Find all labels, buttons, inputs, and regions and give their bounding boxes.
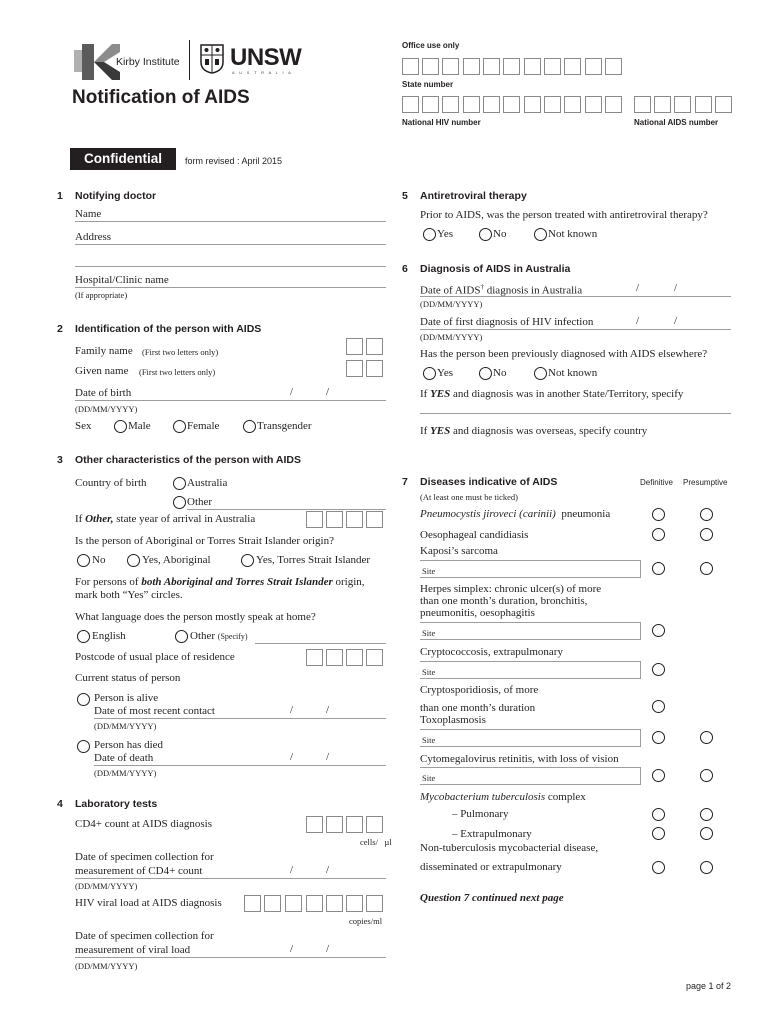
section-4-title: Laboratory tests xyxy=(75,798,158,810)
extrapulmonary-definitive-radio[interactable] xyxy=(652,827,665,840)
viral-load-digit-1[interactable] xyxy=(244,895,261,912)
toxoplasmosis-definitive-radio[interactable] xyxy=(652,731,665,744)
aids-date-label: Date of AIDS† diagnosis in Australia xyxy=(420,283,583,297)
herpes-definitive-radio[interactable] xyxy=(652,624,665,637)
section-6-title: Diagnosis of AIDS in Australia xyxy=(420,263,571,275)
cryptococcosis-site-label: Site xyxy=(422,667,436,677)
dob-format-hint: (DD/MM/YYYY) xyxy=(75,404,138,414)
sex-transgender-label: Transgender xyxy=(257,420,312,432)
cmv-site-label: Site xyxy=(422,773,436,783)
previous-not-known-label: Not known xyxy=(548,367,598,379)
at-least-one-note: (At least one must be ticked) xyxy=(420,492,518,502)
both-origins-note-2: mark both “Yes” circles. xyxy=(75,589,183,601)
postcode-digit-1[interactable] xyxy=(306,649,323,666)
postcode-digit-2[interactable] xyxy=(326,649,343,666)
aids-date-format-hint: (DD/MM/YYYY) xyxy=(420,299,483,309)
country-australia-radio[interactable] xyxy=(173,477,186,490)
name-label: Name xyxy=(75,208,102,220)
cmv-label: Cytomegalovirus retinitis, with loss of vision xyxy=(420,753,619,765)
arrival-year-label: If Other, state year of arrival in Australia xyxy=(75,513,256,525)
recent-contact-format-hint: (DD/MM/YYYY) xyxy=(94,721,157,731)
person-died-label: Person has died xyxy=(94,739,164,751)
art-no-label: No xyxy=(493,228,507,240)
language-other-field[interactable] xyxy=(255,643,386,644)
sex-transgender-radio[interactable] xyxy=(243,420,256,433)
toxoplasmosis-site-label: Site xyxy=(422,735,436,745)
section-2-title: Identification of the person with AIDS xyxy=(75,323,262,335)
hospital-label: Hospital/Clinic name xyxy=(75,274,169,286)
cd4-digit-3[interactable] xyxy=(346,816,363,833)
language-english-radio[interactable] xyxy=(77,630,90,643)
postcode-digit-4[interactable] xyxy=(366,649,383,666)
ntm-presumptive-radio[interactable] xyxy=(700,861,713,874)
kaposi-presumptive-radio[interactable] xyxy=(700,562,713,575)
cd4-digit-1[interactable] xyxy=(306,816,323,833)
unsw-crest-icon xyxy=(200,44,224,74)
section-3-number: 3 xyxy=(57,454,63,466)
herpes-site-label: Site xyxy=(422,628,436,638)
cd4-unit: cells/ µl xyxy=(360,837,392,847)
viral-specimen-field[interactable] xyxy=(75,957,386,958)
section-3-title: Other characteristics of the person with AIDS xyxy=(75,454,301,466)
name-field[interactable] xyxy=(75,221,386,222)
cmv-definitive-radio[interactable] xyxy=(652,769,665,782)
cd4-specimen-format-hint: (DD/MM/YYYY) xyxy=(75,881,138,891)
herpes-label-2: than one month’s duration, bronchitis, xyxy=(420,595,588,607)
section-1-number: 1 xyxy=(57,190,63,202)
cryptosporidiosis-label-1: Cryptosporidiosis, of more xyxy=(420,684,539,696)
cd4-specimen-label-1: Date of specimen collection for xyxy=(75,851,214,863)
cryptococcosis-label: Cryptococcosis, extrapulmonary xyxy=(420,646,563,658)
language-other-label: Other (Specify) xyxy=(190,630,248,642)
viral-load-digit-7[interactable] xyxy=(366,895,383,912)
viral-load-digit-3[interactable] xyxy=(285,895,302,912)
kaposi-label: Kaposi’s sarcoma xyxy=(420,545,498,557)
office-use-label: Office use only xyxy=(402,41,460,50)
cryptosporidiosis-definitive-radio[interactable] xyxy=(652,700,665,713)
previous-no-label: No xyxy=(493,367,507,379)
previous-no-radio[interactable] xyxy=(479,367,492,380)
herpes-label-1: Herpes simplex: chronic ulcer(s) of more xyxy=(420,583,602,595)
extrapulmonary-label: – Extrapulmonary xyxy=(452,828,532,840)
recent-contact-label: Date of most recent contact xyxy=(94,705,215,717)
address-field-1[interactable] xyxy=(75,244,386,245)
arrival-year-digit-2[interactable] xyxy=(326,511,343,528)
current-status-label: Current status of person xyxy=(75,672,181,684)
viral-load-digit-6[interactable] xyxy=(346,895,363,912)
viral-specimen-label-2: measurement of viral load xyxy=(75,944,191,956)
date-of-death-format-hint: (DD/MM/YYYY) xyxy=(94,768,157,778)
pneumocystis-definitive-radio[interactable] xyxy=(652,508,665,521)
art-not-known-radio[interactable] xyxy=(534,228,547,241)
page-title: Notification of AIDS xyxy=(72,87,250,108)
aboriginal-question: Is the person of Aboriginal or Torres Strait Islander origin? xyxy=(75,535,334,547)
dob-label: Date of birth xyxy=(75,387,132,399)
toxoplasmosis-label: Toxoplasmosis xyxy=(420,714,486,726)
torres-strait-yes-radio[interactable] xyxy=(241,554,254,567)
aids-date-slash-2: / xyxy=(674,282,678,294)
section-7-number: 7 xyxy=(402,476,408,488)
date-of-death-slash-2: / xyxy=(326,751,330,763)
viral-load-digit-5[interactable] xyxy=(326,895,343,912)
herpes-label-3: pneumonitis, oesophagitis xyxy=(420,607,535,619)
herpes-site-field[interactable] xyxy=(420,622,641,640)
country-of-birth-label: Country of birth xyxy=(75,477,147,489)
person-alive-radio[interactable] xyxy=(77,693,90,706)
postcode-label: Postcode of usual place of residence xyxy=(75,651,235,663)
given-name-letter-1[interactable] xyxy=(346,360,363,377)
toxoplasmosis-site-field[interactable] xyxy=(420,729,641,747)
pulmonary-presumptive-radio[interactable] xyxy=(700,808,713,821)
date-of-death-label: Date of death xyxy=(94,752,154,764)
date-of-death-field[interactable] xyxy=(94,765,386,766)
ntm-definitive-radio[interactable] xyxy=(652,861,665,874)
other-state-label: If YES and diagnosis was in another State/Territory, specify xyxy=(420,388,684,400)
previous-diagnosis-question: Has the person been previously diagnosed with AIDS elsewhere? xyxy=(420,348,708,360)
viral-specimen-format-hint: (DD/MM/YYYY) xyxy=(75,961,138,971)
previous-yes-label: Yes xyxy=(437,367,454,379)
cryptosporidiosis-label-2: than one month’s duration xyxy=(420,702,536,714)
postcode-digit-3[interactable] xyxy=(346,649,363,666)
pneumocystis-label: Pneumocystis jiroveci (carinii) pneumonia xyxy=(420,508,611,520)
kirby-logo xyxy=(72,42,182,82)
cd4-count-label: CD4+ count at AIDS diagnosis xyxy=(75,818,212,830)
first-hiv-date-slash-1: / xyxy=(636,315,640,327)
national-aids-boxes[interactable] xyxy=(634,96,734,115)
unsw-logo xyxy=(200,44,310,78)
viral-specimen-slash-1: / xyxy=(290,943,294,955)
both-origins-note: For persons of both Aboriginal and Torres Strait Islander origin, xyxy=(75,576,365,588)
family-name-hint: (First two letters only) xyxy=(142,347,219,357)
cryptococcosis-definitive-radio[interactable] xyxy=(652,663,665,676)
sex-male-radio[interactable] xyxy=(114,420,127,433)
cd4-specimen-label-2: measurement of CD4+ count xyxy=(75,865,203,877)
form-revised: form revised : April 2015 xyxy=(185,156,283,166)
cd4-specimen-field[interactable] xyxy=(75,878,386,879)
sex-label: Sex xyxy=(75,420,92,432)
aboriginal-yes-radio[interactable] xyxy=(127,554,140,567)
torres-strait-yes-label: Yes, Torres Strait Islander xyxy=(256,554,371,566)
aboriginal-yes-label: Yes, Aboriginal xyxy=(142,554,211,566)
previous-not-known-radio[interactable] xyxy=(534,367,547,380)
dob-slash-1: / xyxy=(290,386,294,398)
given-name-letter-2[interactable] xyxy=(366,360,383,377)
language-english-label: English xyxy=(92,630,126,642)
national-aids-label: National AIDS number xyxy=(634,118,719,127)
kirby-k-icon xyxy=(72,42,120,82)
definitive-header: Definitive xyxy=(640,478,673,487)
cd4-specimen-slash-1: / xyxy=(290,864,294,876)
given-name-label: Given name xyxy=(75,365,129,377)
aids-date-field[interactable] xyxy=(420,296,731,297)
recent-contact-slash-1: / xyxy=(290,704,294,716)
date-of-death-slash-1: / xyxy=(290,751,294,763)
mycobacterium-label: Mycobacterium tuberculosis complex xyxy=(420,791,586,803)
first-hiv-date-field[interactable] xyxy=(420,329,731,330)
ntm-label-2: disseminated or extrapulmonary xyxy=(420,861,562,873)
cd4-digit-2[interactable] xyxy=(326,816,343,833)
cd4-specimen-slash-2: / xyxy=(326,864,330,876)
presumptive-header: Presumptive xyxy=(683,478,728,487)
country-other-label: Other xyxy=(187,496,213,508)
language-question: What language does the person mostly speak at home? xyxy=(75,611,316,623)
other-state-field[interactable] xyxy=(420,413,731,414)
pulmonary-definitive-radio[interactable] xyxy=(652,808,665,821)
sex-male-label: Male xyxy=(128,420,151,432)
family-name-letter-1[interactable] xyxy=(346,338,363,355)
aboriginal-no-label: No xyxy=(92,554,106,566)
viral-load-digit-2[interactable] xyxy=(264,895,281,912)
arrival-year-digit-3[interactable] xyxy=(346,511,363,528)
recent-contact-field[interactable] xyxy=(94,718,386,719)
viral-specimen-slash-2: / xyxy=(326,943,330,955)
national-hiv-label: National HIV number xyxy=(402,118,481,127)
state-number-label: State number xyxy=(402,80,454,89)
continued-note: Question 7 continued next page xyxy=(420,892,564,904)
viral-load-label: HIV viral load at AIDS diagnosis xyxy=(75,897,222,909)
address-field-2[interactable] xyxy=(75,266,386,267)
section-2-number: 2 xyxy=(57,323,63,335)
kaposi-definitive-radio[interactable] xyxy=(652,562,665,575)
cryptococcosis-site-field[interactable] xyxy=(420,661,641,679)
arrival-year-digit-1[interactable] xyxy=(306,511,323,528)
country-other-radio[interactable] xyxy=(173,496,186,509)
dob-slash-2: / xyxy=(326,386,330,398)
cd4-digit-4[interactable] xyxy=(366,816,383,833)
recent-contact-slash-2: / xyxy=(326,704,330,716)
section-6-number: 6 xyxy=(402,263,408,275)
first-hiv-date-format-hint: (DD/MM/YYYY) xyxy=(420,332,483,342)
kirby-wordmark: Kirby Institute xyxy=(116,56,180,68)
sex-female-label: Female xyxy=(187,420,220,432)
person-alive-label: Person is alive xyxy=(94,692,159,704)
sex-female-radio[interactable] xyxy=(173,420,186,433)
hospital-field[interactable] xyxy=(75,287,386,288)
viral-load-digit-4[interactable] xyxy=(306,895,323,912)
unsw-subtitle: A U S T R A L I A xyxy=(232,70,293,75)
unsw-wordmark: UNSW xyxy=(230,44,302,71)
country-other-field[interactable] xyxy=(187,509,386,510)
given-name-hint: (First two letters only) xyxy=(139,367,216,377)
dob-field[interactable] xyxy=(75,400,386,401)
office-use-boxes[interactable] xyxy=(402,58,642,77)
aids-date-slash-1: / xyxy=(636,282,640,294)
arrival-year-digit-4[interactable] xyxy=(366,511,383,528)
previous-yes-radio[interactable] xyxy=(423,367,436,380)
section-4-number: 4 xyxy=(57,798,63,810)
if-appropriate-hint: (If appropriate) xyxy=(75,290,128,300)
viral-load-unit: copies/ml xyxy=(349,916,383,926)
overseas-label: If YES and diagnosis was overseas, specify country xyxy=(420,425,648,437)
family-name-label: Family name xyxy=(75,345,133,357)
kaposi-site-field[interactable] xyxy=(420,560,641,578)
extrapulmonary-presumptive-radio[interactable] xyxy=(700,827,713,840)
oesophageal-presumptive-radio[interactable] xyxy=(700,528,713,541)
ntm-label-1: Non-tuberculosis mycobacterial disease, xyxy=(420,842,599,854)
cmv-presumptive-radio[interactable] xyxy=(700,769,713,782)
address-label: Address xyxy=(75,231,112,243)
national-hiv-boxes[interactable] xyxy=(402,96,630,115)
section-5-number: 5 xyxy=(402,190,408,202)
viral-specimen-label-1: Date of specimen collection for xyxy=(75,930,214,942)
language-other-radio[interactable] xyxy=(175,630,188,643)
oesophageal-label: Oesophageal candidiasis xyxy=(420,529,529,541)
section-7-title: Diseases indicative of AIDS xyxy=(420,476,558,488)
art-not-known-label: Not known xyxy=(548,228,598,240)
section-1-title: Notifying doctor xyxy=(75,190,157,202)
confidential-banner: Confidential xyxy=(70,148,176,170)
pulmonary-label: – Pulmonary xyxy=(452,808,509,820)
cmv-site-field[interactable] xyxy=(420,767,641,785)
art-no-radio[interactable] xyxy=(479,228,492,241)
page-number: page 1 of 2 xyxy=(686,981,732,991)
first-hiv-date-slash-2: / xyxy=(674,315,678,327)
country-australia-label: Australia xyxy=(187,477,228,489)
art-yes-label: Yes xyxy=(437,228,454,240)
logo-divider xyxy=(189,40,190,80)
section-5-title: Antiretroviral therapy xyxy=(420,190,527,202)
pneumocystis-presumptive-radio[interactable] xyxy=(700,508,713,521)
oesophageal-definitive-radio[interactable] xyxy=(652,528,665,541)
first-hiv-date-label: Date of first diagnosis of HIV infection xyxy=(420,316,594,328)
aboriginal-no-radio[interactable] xyxy=(77,554,90,567)
art-question: Prior to AIDS, was the person treated with antiretroviral therapy? xyxy=(420,209,708,221)
art-yes-radio[interactable] xyxy=(423,228,436,241)
toxoplasmosis-presumptive-radio[interactable] xyxy=(700,731,713,744)
family-name-letter-2[interactable] xyxy=(366,338,383,355)
person-died-radio[interactable] xyxy=(77,740,90,753)
kaposi-site-label: Site xyxy=(422,566,436,576)
